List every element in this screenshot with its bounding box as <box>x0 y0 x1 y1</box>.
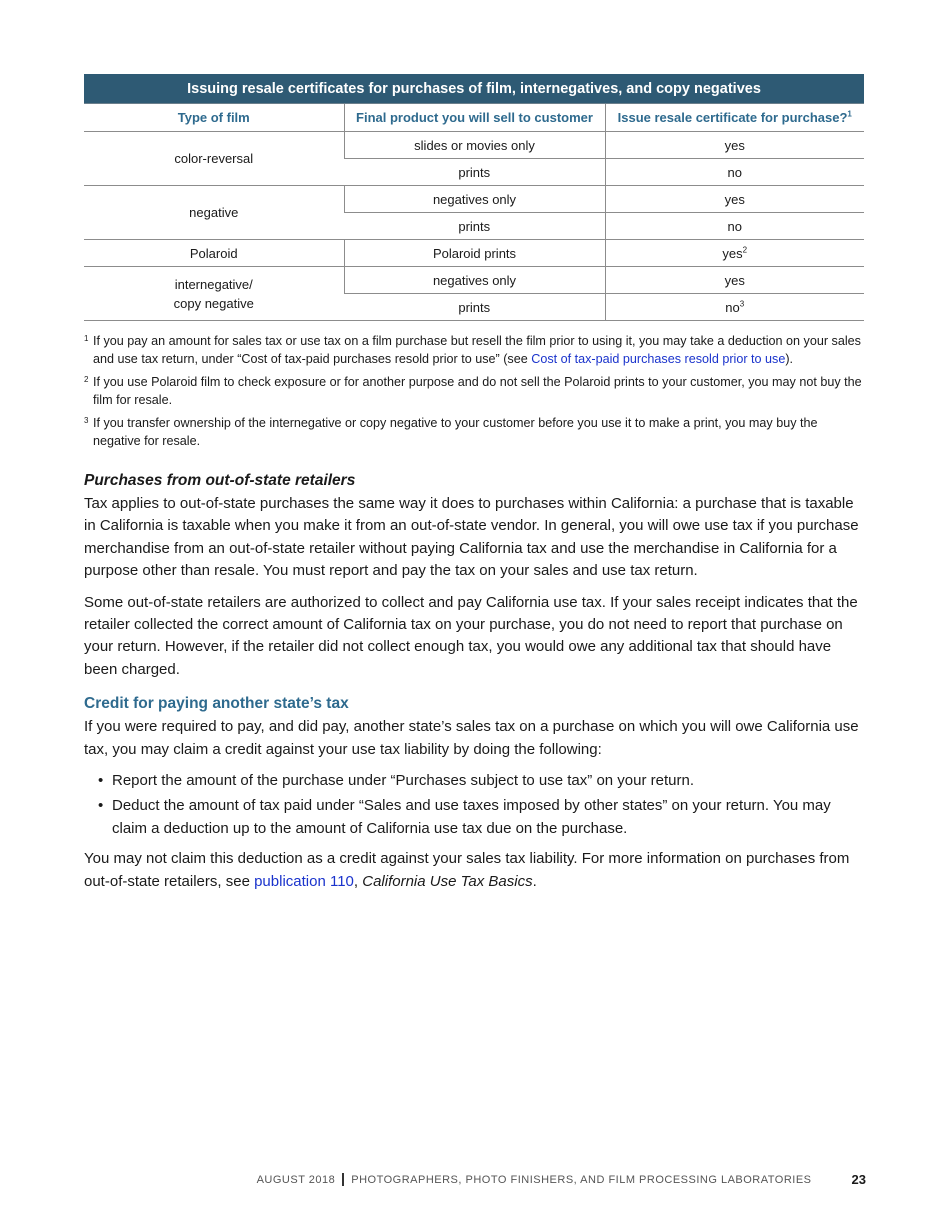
film-type-cell: Polaroid <box>84 240 344 267</box>
paragraph: Tax applies to out-of-state purchases the same way it does to purchases within California: a purchase that is taxable in California is taxable when you make it from an out-of-state vendor. In general, you will owe use tax if you purchase merchandise from an out-of-state retailer without paying California tax and use the merchandise in California for a purpose other than resale. You must report and pay the tax on your sales and use tax return. <box>84 495 859 580</box>
footnote-1 <box>84 333 864 368</box>
footnote-ref: 2 <box>742 245 748 255</box>
paragraph-publication <box>84 848 864 893</box>
film-type-cell: negative <box>84 186 344 240</box>
footnote-text-end: ). <box>785 351 794 366</box>
footnote-number: 2 <box>84 375 89 384</box>
resale-certificate-table <box>84 74 864 321</box>
comma: , <box>353 872 363 890</box>
product-cell: negatives only <box>344 186 605 213</box>
answer-cell: no <box>605 213 864 240</box>
footnote-text: If you transfer ownership of the internegative or copy negative to your customer before you use it to make a print, you may buy the negative for resale. <box>93 416 818 448</box>
bullet-icon: • <box>98 772 104 790</box>
table-row <box>84 132 864 159</box>
footer-divider <box>342 1173 344 1186</box>
footer-title: PHOTOGRAPHERS, PHOTO FINISHERS, AND FILM PROCESSING LABORATORIES <box>351 1173 812 1186</box>
film-type-line: copy negative <box>173 295 254 311</box>
list-item <box>84 770 864 792</box>
publication-title: California Use Tax Basics <box>362 872 533 890</box>
publication-110-link[interactable]: publication 110 <box>254 872 354 890</box>
list-item-text: Report the amount of the purchase under “Purchases subject to use tax” on your return. <box>112 772 694 790</box>
product-cell: prints <box>344 294 605 321</box>
answer-text: no <box>725 299 740 315</box>
answer-cell: yes <box>605 132 864 159</box>
footnote-text: If you use Polaroid film to check exposure or for another purpose and do not sell the Polaroid prints to your customer, you may not buy the film for resale. <box>93 375 862 407</box>
answer-text: yes <box>722 245 743 261</box>
product-cell: slides or movies only <box>344 132 605 159</box>
answer-cell: yes <box>605 267 864 294</box>
list-item-text: Deduct the amount of tax paid under “Sales and use taxes imposed by other states” on your return. You may claim a deduction up to the amount of California use tax due on the purchase. <box>112 797 831 837</box>
column-header-label: Issue resale certificate for purchase? <box>617 110 848 125</box>
period: . <box>532 872 537 890</box>
product-cell: prints <box>344 213 605 240</box>
page-footer <box>257 1172 866 1187</box>
page-content <box>84 74 864 902</box>
bullet-list <box>84 770 864 840</box>
answer-cell <box>605 294 864 321</box>
footnote-number: 3 <box>84 416 89 425</box>
product-cell: Polaroid prints <box>344 240 605 267</box>
footnote-ref: 1 <box>847 109 852 119</box>
footnote-2 <box>84 374 864 409</box>
footnote-3 <box>84 415 864 450</box>
product-cell: negatives only <box>344 267 605 294</box>
column-header-final-product: Final product you will sell to customer <box>344 104 605 132</box>
table-row <box>84 186 864 213</box>
paragraph: Some out-of-state retailers are authorized to collect and pay California use tax. If your sales receipt indicates that the retailer collected the correct amount of California tax on your purchase, you do not need to report that purchase on your return. However, if the retailer did not collect enough tax, you would owe any additional tax that should have been charged. <box>84 593 858 678</box>
column-header-issue-resale-certificate <box>605 104 864 132</box>
product-cell: prints <box>344 159 605 186</box>
footnote-text: If you pay an amount for sales tax or use tax on a film purchase but resell the film prior to using it, you may take a deduction on your sales and use tax return, under “Cost of tax-paid purchases resold prior to use” (see <box>93 334 861 366</box>
footnote-ref: 3 <box>739 299 745 309</box>
table-caption: Issuing resale certificates for purchases of film, internegatives, and copy negatives <box>84 74 864 104</box>
page-number: 23 <box>851 1172 866 1187</box>
paragraph: If you were required to pay, and did pay, another state’s sales tax on a purchase on which you will owe California use tax, you may claim a credit against your use tax liability by doing the following: <box>84 718 859 758</box>
bullet-icon: • <box>98 797 104 815</box>
column-header-type-of-film: Type of film <box>84 104 344 132</box>
film-type-cell: color-reversal <box>84 132 344 186</box>
section-heading-credit: Credit for paying another state’s tax <box>84 695 349 713</box>
film-type-cell <box>84 267 344 321</box>
paragraph-text: You may not claim this deduction as a credit against your sales tax liability. For more information on purchases from out-of-state retailers, see <box>84 850 850 890</box>
list-item <box>84 795 864 840</box>
cost-of-tax-paid-purchases-link[interactable]: Cost of tax-paid purchases resold prior to use <box>531 351 786 366</box>
section-heading-out-of-state: Purchases from out-of-state retailers <box>84 472 356 489</box>
table-footnotes <box>84 333 864 450</box>
answer-cell: no <box>605 159 864 186</box>
table-row <box>84 240 864 267</box>
table-row <box>84 267 864 294</box>
answer-cell: yes <box>605 186 864 213</box>
footnote-number: 1 <box>84 334 89 343</box>
film-type-line: internegative/ <box>174 276 253 292</box>
answer-cell <box>605 240 864 267</box>
footer-date: AUGUST 2018 <box>256 1173 336 1186</box>
